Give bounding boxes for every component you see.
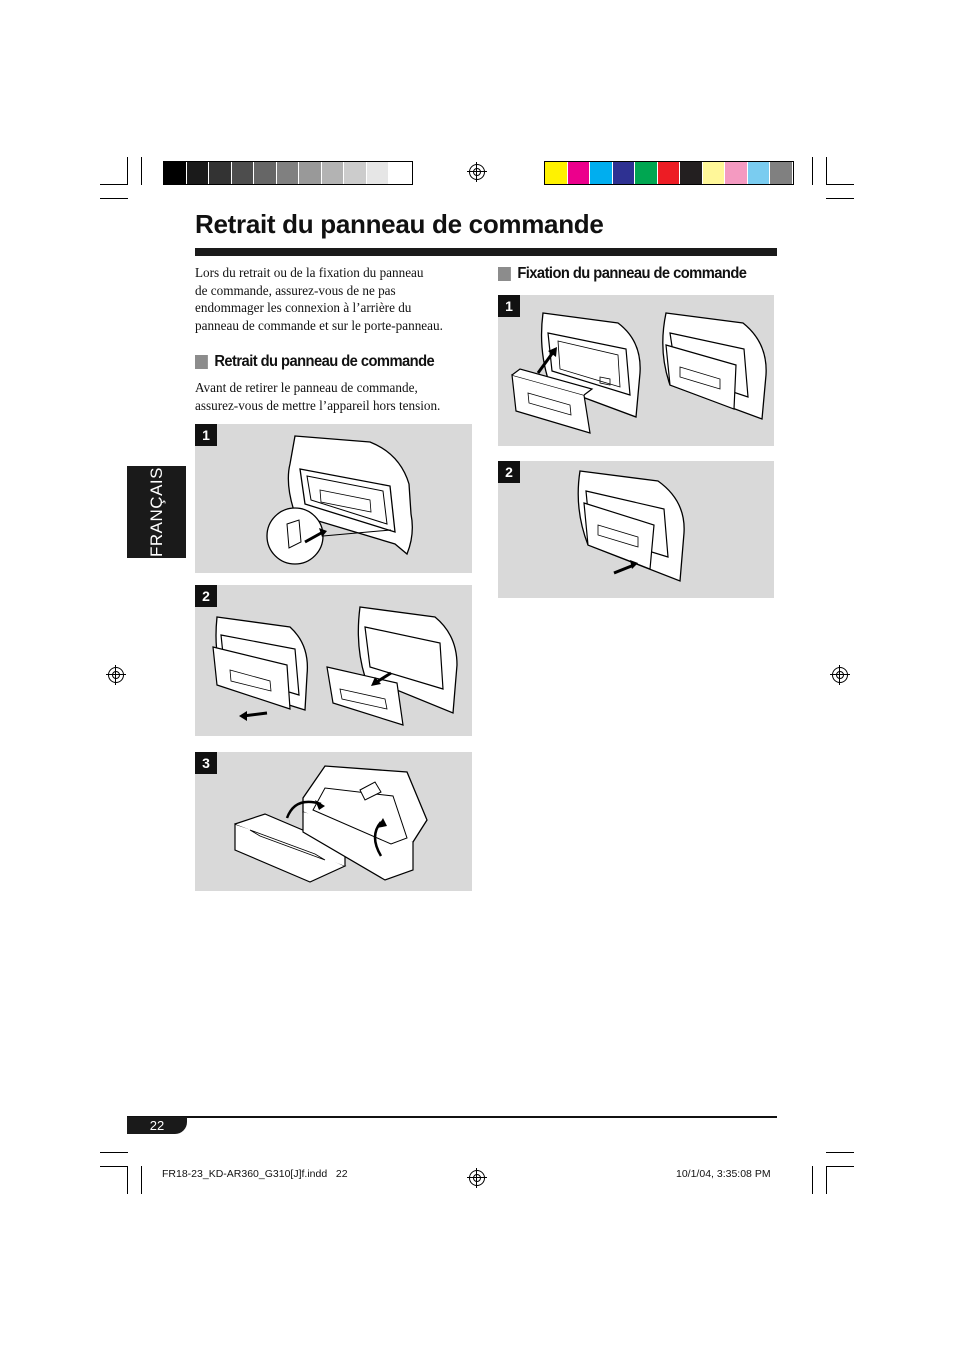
calibration-swatch [658,162,681,184]
step-number: 1 [195,424,217,446]
panel-detach-icon [195,585,472,736]
crop-mark [826,1166,854,1167]
calibration-swatch [590,162,613,184]
calibration-swatch [344,162,367,184]
intro-text [195,264,480,334]
crop-mark [100,1166,128,1167]
print-slug-file: FR18-23_KD-AR360_G310[J]f.indd 22 [162,1168,348,1180]
intro-line: de commande, assurez-vous de ne pas [195,282,396,298]
removal-heading [195,353,434,371]
language-tab-label: FRANÇAIS [146,467,166,557]
crop-mark [127,157,128,185]
crop-mark [826,198,854,199]
title-rule [195,248,777,256]
calibration-swatch [367,162,390,184]
calibration-swatch [389,162,412,184]
color-calibration-bars [544,161,794,185]
calibration-swatch [703,162,726,184]
case-storage-icon [195,752,472,891]
calibration-swatch [635,162,658,184]
removal-step-2-illustration [195,585,472,736]
page-title: Retrait du panneau de commande [195,209,604,239]
intro-line: endommager les connexion à l’arrière du [195,300,412,315]
calibration-swatch [545,162,568,184]
calibration-swatch [748,162,771,184]
attach-heading [498,265,746,283]
calibration-swatch [613,162,636,184]
heading-square-icon [498,267,511,281]
step-number: 3 [195,752,217,774]
registration-mark-icon [469,164,485,180]
crop-mark [100,184,128,185]
step-number: 2 [498,461,520,483]
calibration-swatch [322,162,345,184]
calibration-swatch [187,162,210,184]
calibration-swatch [680,162,703,184]
crop-mark [100,1152,128,1153]
intro-line: Lors du retrait ou de la fixation du panneau [195,265,424,280]
heading-square-icon [195,355,208,369]
calibration-swatch [725,162,748,184]
step-number: 2 [195,585,217,607]
intro-line: panneau de commande et sur le porte-panneau. [195,317,443,333]
crop-mark [812,157,813,185]
removal-text [195,379,480,414]
panel-lock-icon [498,461,774,598]
page-number: 22 [127,1117,187,1134]
step-number: 1 [498,295,520,317]
attach-heading-label: Fixation du panneau de commande [517,265,747,282]
registration-mark-icon [108,667,124,683]
calibration-swatch [299,162,322,184]
gray-calibration-bars [163,161,413,185]
removal-line: assurez-vous de mettre l’appareil hors tension. [195,397,441,413]
panel-release-icon [195,424,472,573]
calibration-swatch [770,162,793,184]
registration-mark-icon [832,667,848,683]
crop-mark [812,1166,813,1194]
calibration-swatch [209,162,232,184]
calibration-swatch [568,162,591,184]
crop-mark [826,1152,854,1153]
calibration-swatch [254,162,277,184]
footer-rule [127,1116,777,1118]
calibration-swatch [232,162,255,184]
crop-mark [127,1166,128,1194]
calibration-swatch [164,162,187,184]
language-tab [127,466,186,558]
removal-step-3-illustration [195,752,472,891]
attach-step-2-illustration [498,461,774,598]
crop-mark [826,1166,827,1194]
removal-line: Avant de retirer le panneau de commande, [195,380,418,395]
registration-mark-icon [469,1170,485,1186]
crop-mark [100,198,128,199]
crop-mark [826,157,827,185]
crop-mark [141,1166,142,1194]
removal-heading-label: Retrait du panneau de commande [214,353,435,370]
crop-mark [141,157,142,185]
crop-mark [826,184,854,185]
calibration-swatch [277,162,300,184]
attach-step-1-illustration [498,295,774,446]
panel-attach-icon [498,295,774,446]
removal-step-1-illustration [195,424,472,573]
print-slug-date: 10/1/04, 3:35:08 PM [676,1168,771,1180]
